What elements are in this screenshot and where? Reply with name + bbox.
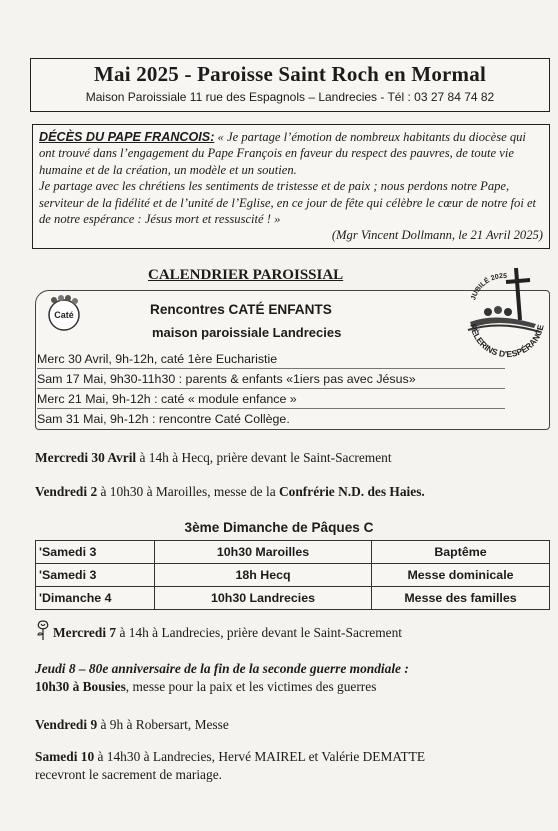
jubile-logo-icon (456, 262, 552, 358)
pope-tribute-box (32, 124, 550, 249)
event-line (35, 748, 550, 766)
mass-day: 'Dimanche 4 (36, 587, 155, 610)
mass-type: Messe des familles (372, 587, 550, 610)
mass-day: 'Samedi 3 (36, 541, 155, 564)
calendar-title: CALENDRIER PAROISSIAL (148, 267, 344, 283)
cate-line: Sam 17 Mai, 9h30-11h30 : parents & enfants «1iers pas avec Jésus» (37, 370, 505, 389)
cate-line: Merc 21 Mai, 9h-12h : caté « module enfance » (37, 390, 505, 409)
cate-line: Sam 31 Mai, 9h-12h : rencontre Caté Collège. (37, 412, 290, 426)
mass-schedule-table (35, 540, 550, 610)
mass-time-place: 18h Hecq (155, 564, 372, 587)
event-date: Mercredi 7 (53, 625, 117, 640)
mass-day: 'Samedi 3 (36, 564, 155, 587)
event-text: à 9h à Robersart, Messe (97, 717, 229, 732)
pope-paragraph-1 (39, 129, 543, 178)
event-item-armistice (35, 660, 550, 696)
mass-time-place: 10h30 Maroilles (155, 541, 372, 564)
event-bold-text: Confrérie N.D. des Haies. (278, 484, 425, 499)
event-item (53, 624, 550, 642)
pope-paragraph-2: Je partage avec les chrétiens les sentiments de tristesse et de paix ; nous perdons notre Pape, serviteur de la fidélité et de l’unité de l’Eglise, en ce jour de fête qui célèbre le cœur de notre foi et de notre espérance : Jésus mort et ressuscité ! » (39, 179, 537, 227)
event-line-2: recevront le sacrement de mariage. (35, 767, 222, 782)
event-heading: Jeudi 8 – 80e anniversaire de la fin de la seconde guerre mondiale : (35, 661, 409, 676)
mass-time-place: 10h30 Landrecies (155, 587, 372, 610)
event-bold-text: 10h30 à Bousies (35, 679, 126, 694)
event-item-wedding (35, 748, 550, 784)
jubile-top-text: JUBILÉ 2025 (470, 272, 508, 302)
event-text: , messe pour la paix et les victimes des guerres (125, 679, 377, 694)
event-date: Mercredi 30 Avril (35, 450, 137, 465)
mass-type: Messe dominicale (372, 564, 550, 587)
parish-address: Maison Paroissiale 11 rue des Espagnols – Landrecies - Tél : 03 27 84 74 82 (85, 90, 495, 104)
rose-icon (35, 619, 51, 641)
page-title: Mai 2025 - Paroisse Saint Roch en Mormal (94, 62, 486, 86)
jubile-bottom-text: PÈLERINS D'ESPÉRANCE (468, 323, 546, 358)
cate-subtitle: maison paroissiale Landrecies (152, 325, 342, 340)
cate-logo-text: Caté (54, 310, 74, 320)
event-date: Vendredi 9 (35, 717, 98, 732)
cate-logo-icon (44, 294, 84, 334)
svg-text:JUBILÉ 2025 (470, 273, 507, 301)
event-date: Vendredi 2 (35, 484, 98, 499)
event-item (35, 449, 550, 467)
event-text: à 10h30 à Maroilles, messe de la (97, 484, 279, 499)
table-row (36, 587, 550, 610)
event-date: Samedi 10 (35, 749, 95, 764)
pope-text-1: « Je partage l’émotion de nombreux habitants du diocèse qui ont trouvé dans l’engagement du Pape François en faveur du respect des pauvres, de toute vie humaine et de la création, un modèle et un soutien. (39, 130, 526, 177)
cate-title: Rencontres CATÉ ENFANTS (150, 302, 332, 317)
table-row (36, 541, 550, 564)
sunday-title: 3ème Dimanche de Pâques C (184, 520, 374, 535)
pope-signature: (Mgr Vincent Dollmann, le 21 Avril 2025) (331, 228, 543, 243)
mass-type: Baptême (372, 541, 550, 564)
event-item (35, 483, 550, 501)
event-text: à 14h30 à Landrecies, Hervé MAIREL et Valérie DEMATTE (94, 749, 426, 764)
header-box (30, 58, 550, 112)
event-text: à 14h à Hecq, prière devant le Saint-Sacrement (136, 450, 392, 465)
event-item (35, 716, 550, 734)
event-line (35, 678, 550, 696)
event-text: à 14h à Landrecies, prière devant le Saint-Sacrement (116, 625, 403, 640)
table-row (36, 564, 550, 587)
pope-heading: DÉCÈS DU PAPE FRANCOIS: (39, 130, 215, 144)
cate-line: Merc 30 Avril, 9h-12h, caté 1ère Eucharistie (37, 350, 505, 369)
